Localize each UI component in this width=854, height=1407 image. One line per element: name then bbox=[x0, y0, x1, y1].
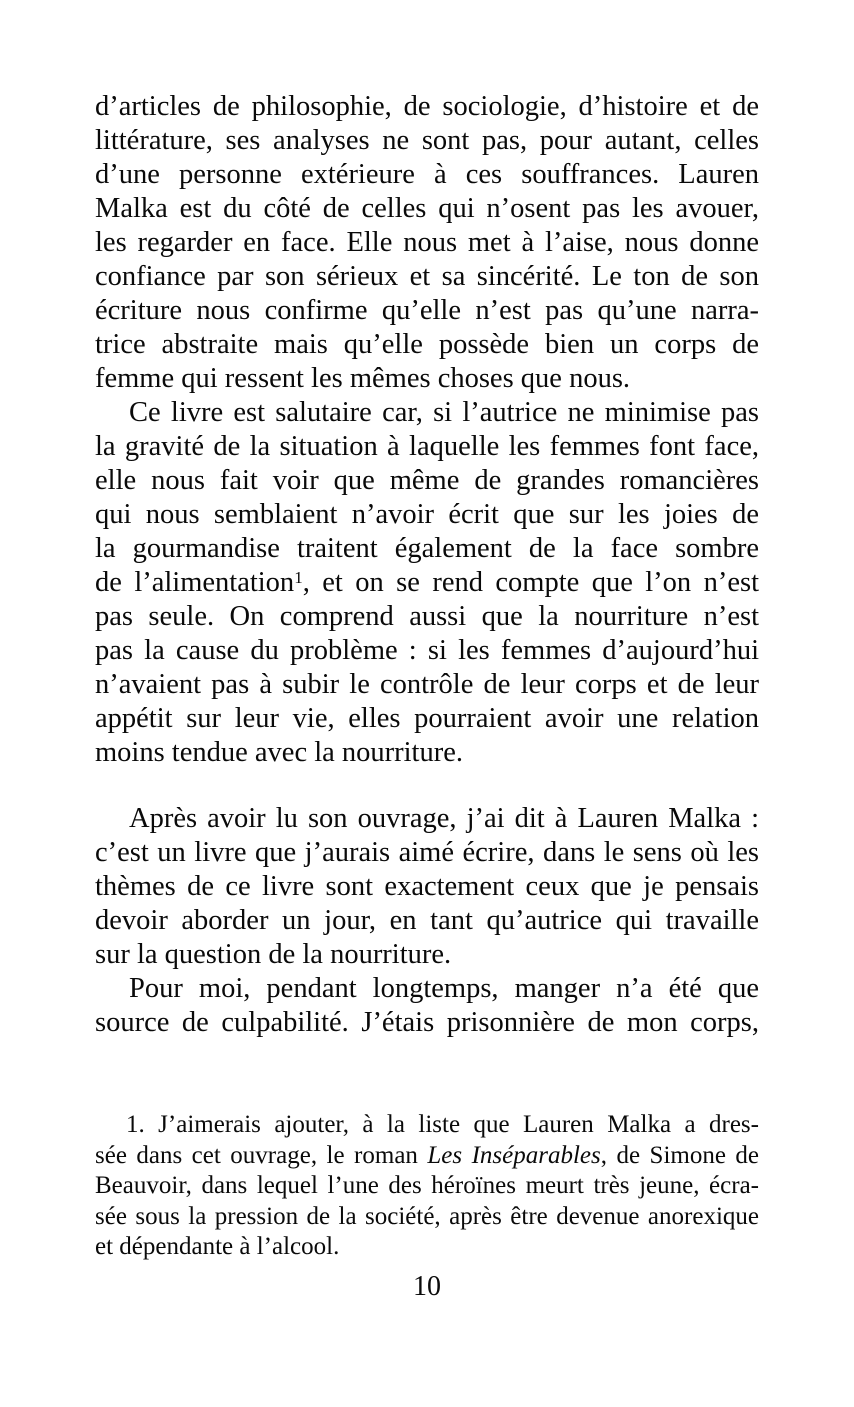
italic-book-title: Les Inséparables bbox=[427, 1141, 601, 1169]
body-text bbox=[95, 90, 759, 1040]
text-line: Beauvoir, dans lequel l’une des héroïnes meurt très jeune, écra- bbox=[95, 1172, 759, 1199]
text-line: n’avaient pas à subir le contrôle de leur corps et de leur bbox=[95, 669, 759, 700]
text-segment: , de Simone de bbox=[600, 1141, 759, 1169]
text-segment: , et on se rend compte que l’on n’est bbox=[302, 567, 759, 598]
text-line: la gourmandise traitent également de la face sombre bbox=[95, 533, 759, 564]
text-line: c’est un livre que j’aurais aimé écrire, dans le sens où les bbox=[95, 837, 759, 868]
text-line: la gravité de la situation à laquelle les femmes font face, bbox=[95, 431, 759, 462]
text-line: elle nous fait voir que même de grandes romancières bbox=[95, 465, 759, 496]
text-line: devoir aborder un jour, en tant qu’autrice qui travaille bbox=[95, 905, 759, 936]
text-line: d’une personne extérieure à ces souffrances. Lauren bbox=[95, 159, 759, 190]
paragraph-spacer bbox=[95, 770, 759, 802]
text-line: Malka est du côté de celles qui n’osent pas les avouer, bbox=[95, 193, 759, 224]
text-line: pas la cause du problème : si les femmes d’aujourd’hui bbox=[95, 635, 759, 666]
text-line bbox=[95, 1141, 759, 1172]
text-line: écriture nous confirme qu’elle n’est pas qu’une narra- bbox=[95, 295, 759, 326]
text-line: pas seule. On comprend aussi que la nourriture n’est bbox=[95, 601, 759, 632]
text-line: Après avoir lu son ouvrage, j’ai dit à Lauren Malka : bbox=[129, 803, 759, 834]
page-number: 10 bbox=[413, 1271, 441, 1302]
text-line: qui nous semblaient n’avoir écrit que sur les joies de bbox=[95, 499, 759, 530]
text-segment: de l’alimentation bbox=[95, 567, 295, 598]
text-line: sur la question de la nourriture. bbox=[95, 939, 452, 970]
text-line: moins tendue avec la nourriture. bbox=[95, 737, 463, 768]
text-line: appétit sur leur vie, elles pourraient avoir une relation bbox=[95, 703, 759, 734]
text-line: trice abstraite mais qu’elle possède bien un corps de bbox=[95, 329, 759, 360]
footnote-block bbox=[95, 1110, 759, 1263]
text-line: Ce livre est salutaire car, si l’autrice ne minimise pas bbox=[129, 397, 759, 428]
text-line: les regarder en face. Elle nous met à l’aise, nous donne bbox=[95, 227, 759, 258]
text-segment: sée dans cet ouvrage, le roman bbox=[95, 1141, 428, 1169]
text-line: thèmes de ce livre sont exactement ceux que je pensais bbox=[95, 871, 759, 902]
text-line: littérature, ses analyses ne sont pas, pour autant, celles bbox=[95, 125, 759, 156]
text-line: source de culpabilité. J’étais prisonnière de mon corps, bbox=[95, 1007, 759, 1038]
text-line bbox=[95, 566, 759, 600]
text-line: sée sous la pression de la société, après être devenue anorexique bbox=[95, 1202, 759, 1230]
text-line: 1. J’aimerais ajouter, à la liste que Lauren Malka a dres- bbox=[126, 1111, 759, 1138]
text-line: Pour moi, pendant longtemps, manger n’a été que bbox=[129, 973, 759, 1004]
text-line: et dépendante à l’alcool. bbox=[95, 1233, 340, 1260]
text-line: d’articles de philosophie, de sociologie, d’histoire et de bbox=[95, 91, 759, 122]
text-line: femme qui ressent les mêmes choses que nous. bbox=[95, 363, 631, 394]
text-line: confiance par son sérieux et sa sincérité. Le ton de son bbox=[95, 261, 759, 292]
footnote-reference-marker: 1 bbox=[294, 568, 303, 588]
